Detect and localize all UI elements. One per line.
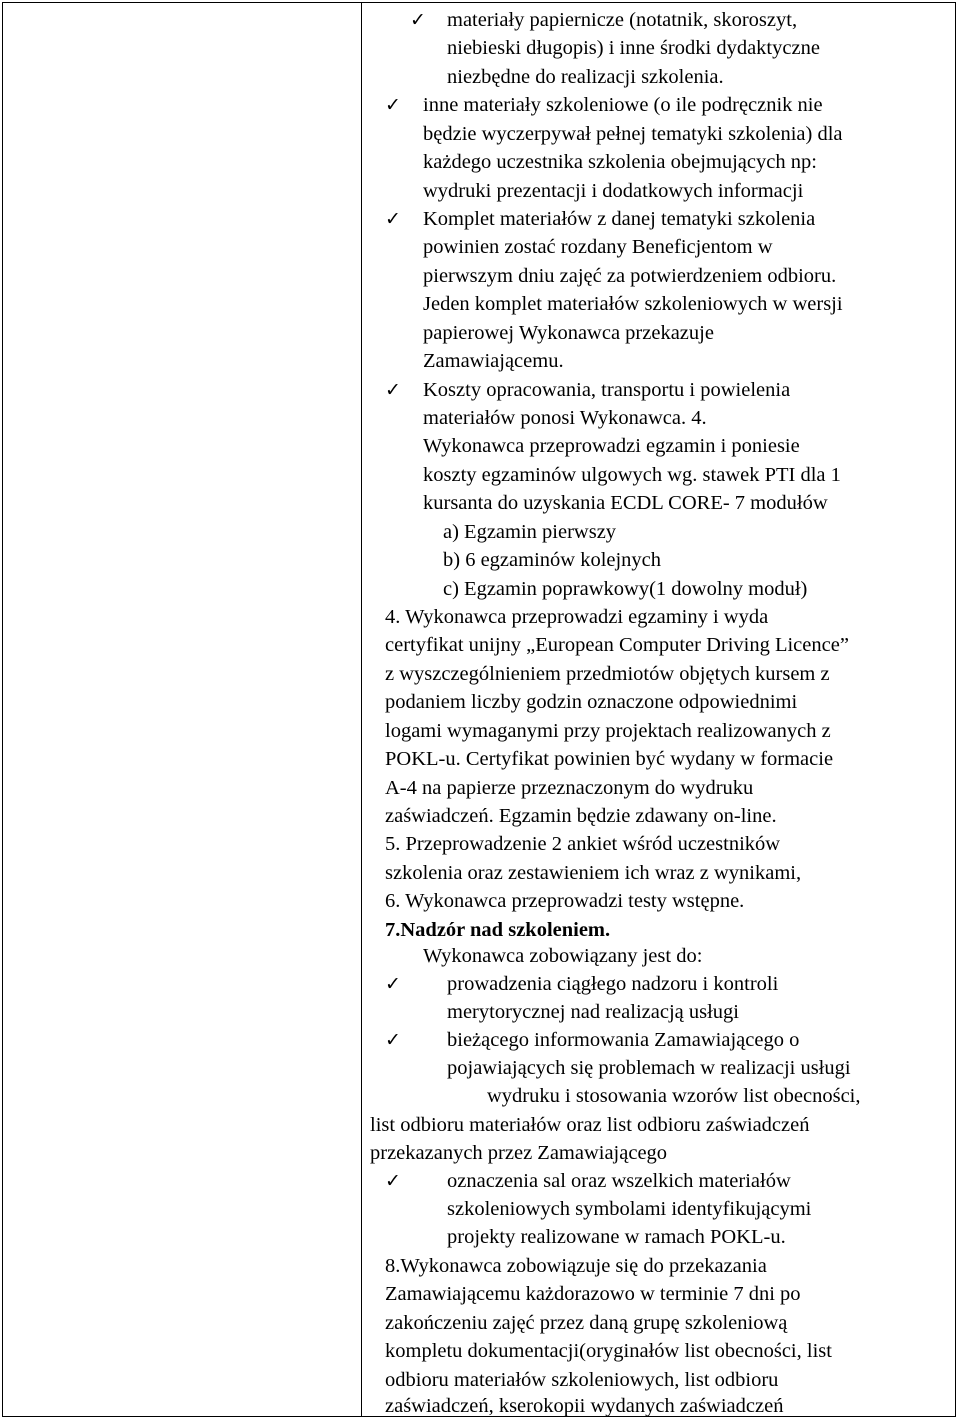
text-line: bieżącego informowania Zamawiającego o [447,1029,800,1051]
text-line: koszty egzaminów ulgowych wg. stawek PTI dla 1 [423,464,841,486]
text-line: odbioru materiałów szkoleniowych, list odbioru [385,1369,779,1391]
text-line: kompletu dokumentacji(oryginałów list obecności, list [385,1340,832,1362]
text-line: Wykonawca zobowiązany jest do: [423,945,703,967]
column-divider [361,2,362,1417]
text-line: przekazanych przez Zamawiającego [370,1142,668,1164]
text-line: materiały papiernicze (notatnik, skoroszyt, [447,9,798,31]
text-line: pierwszym dniu zajęć za potwierdzeniem odbioru. [423,265,837,287]
text-line: Wykonawca przeprowadzi egzamin i poniesie [423,435,800,457]
text-line: zaświadczeń, kserokopii wydanych zaświadczeń [385,1395,784,1417]
text-line: papierowej Wykonawca przekazuje [423,322,714,344]
text-line: Zamawiającemu każdorazowo w terminie 7 dni po [385,1283,801,1305]
text-line: Koszty opracowania, transportu i powielenia [423,379,791,401]
text-line: oznaczenia sal oraz wszelkich materiałów [447,1170,791,1192]
text-line: 8.Wykonawca zobowiązuje się do przekazania [385,1255,767,1277]
text-line: niezbędne do realizacji szkolenia. [447,66,724,88]
list-item-b: b) 6 egzaminów kolejnych [443,549,662,571]
list-item-a: a) Egzamin pierwszy [443,521,617,543]
text-line: każdego uczestnika szkolenia obejmujących np: [423,151,817,173]
text-line: projekty realizowane w ramach POKL-u. [447,1226,786,1248]
checkmark-icon: ✓ [385,1029,401,1051]
text-line: prowadzenia ciągłego nadzoru i kontroli [447,973,779,995]
text-line: szkolenia oraz zestawieniem ich wraz z wynikami, [385,862,802,884]
checkmark-icon: ✓ [385,379,401,401]
text-line: zaświadczeń. Egzamin będzie zdawany on-line. [385,805,777,827]
text-line: POKL-u. Certyfikat powinien być wydany w formacie [385,748,834,770]
text-line: szkoleniowych symbolami identyfikującymi [447,1198,812,1220]
checkmark-icon: ✓ [385,208,401,230]
text-line: zakończeniu zajęć przez daną grupę szkoleniową [385,1312,788,1334]
text-line: wydruku i stosowania wzorów list obecności, [487,1085,861,1107]
text-line: materiałów ponosi Wykonawca. 4. [423,407,707,429]
section-heading: 7.Nadzór nad szkoleniem. [385,919,611,941]
text-line: pojawiających się problemach w realizacji usługi [447,1057,851,1079]
text-line: kursanta do uzyskania ECDL CORE- 7 modułów [423,492,828,514]
text-line: list odbioru materiałów oraz list odbioru zaświadczeń [370,1114,810,1136]
text-line: Zamawiającemu. [423,350,564,372]
text-line: Jeden komplet materiałów szkoleniowych w wersji [423,293,843,315]
text-line: niebieski długopis) i inne środki dydaktyczne [447,37,820,59]
checkmark-icon: ✓ [385,1170,401,1192]
text-line: Komplet materiałów z danej tematyki szkolenia [423,208,816,230]
text-line: powinien zostać rozdany Beneficjentom w [423,236,773,258]
list-item-c: c) Egzamin poprawkowy(1 dowolny moduł) [443,578,808,600]
text-line: z wyszczególnieniem przedmiotów objętych kursem z [385,663,830,685]
checkmark-icon: ✓ [410,9,426,31]
right-cell [365,2,953,1416]
text-line: 4. Wykonawca przeprowadzi egzaminy i wyda [385,606,769,628]
text-line: inne materiały szkoleniowe (o ile podręcznik nie [423,94,823,116]
text-line: A-4 na papierze przeznaczonym do wydruku [385,777,754,799]
text-line: merytorycznej nad realizacją usługi [447,1001,739,1023]
text-line: 5. Przeprowadzenie 2 ankiet wśród uczestników [385,833,781,855]
text-line: 6. Wykonawca przeprowadzi testy wstępne. [385,890,745,912]
text-line: logami wymaganymi przy projektach realizowanych z [385,720,831,742]
text-line: będzie wyczerpywał pełnej tematyki szkolenia) dla [423,123,843,145]
checkmark-icon: ✓ [385,94,401,116]
text-line: wydruki prezentacji i dodatkowych informacji [423,180,804,202]
text-line: podaniem liczby godzin oznaczone odpowiednimi [385,691,798,713]
checkmark-icon: ✓ [385,973,401,995]
text-line: certyfikat unijny „European Computer Driving Licence” [385,634,849,656]
